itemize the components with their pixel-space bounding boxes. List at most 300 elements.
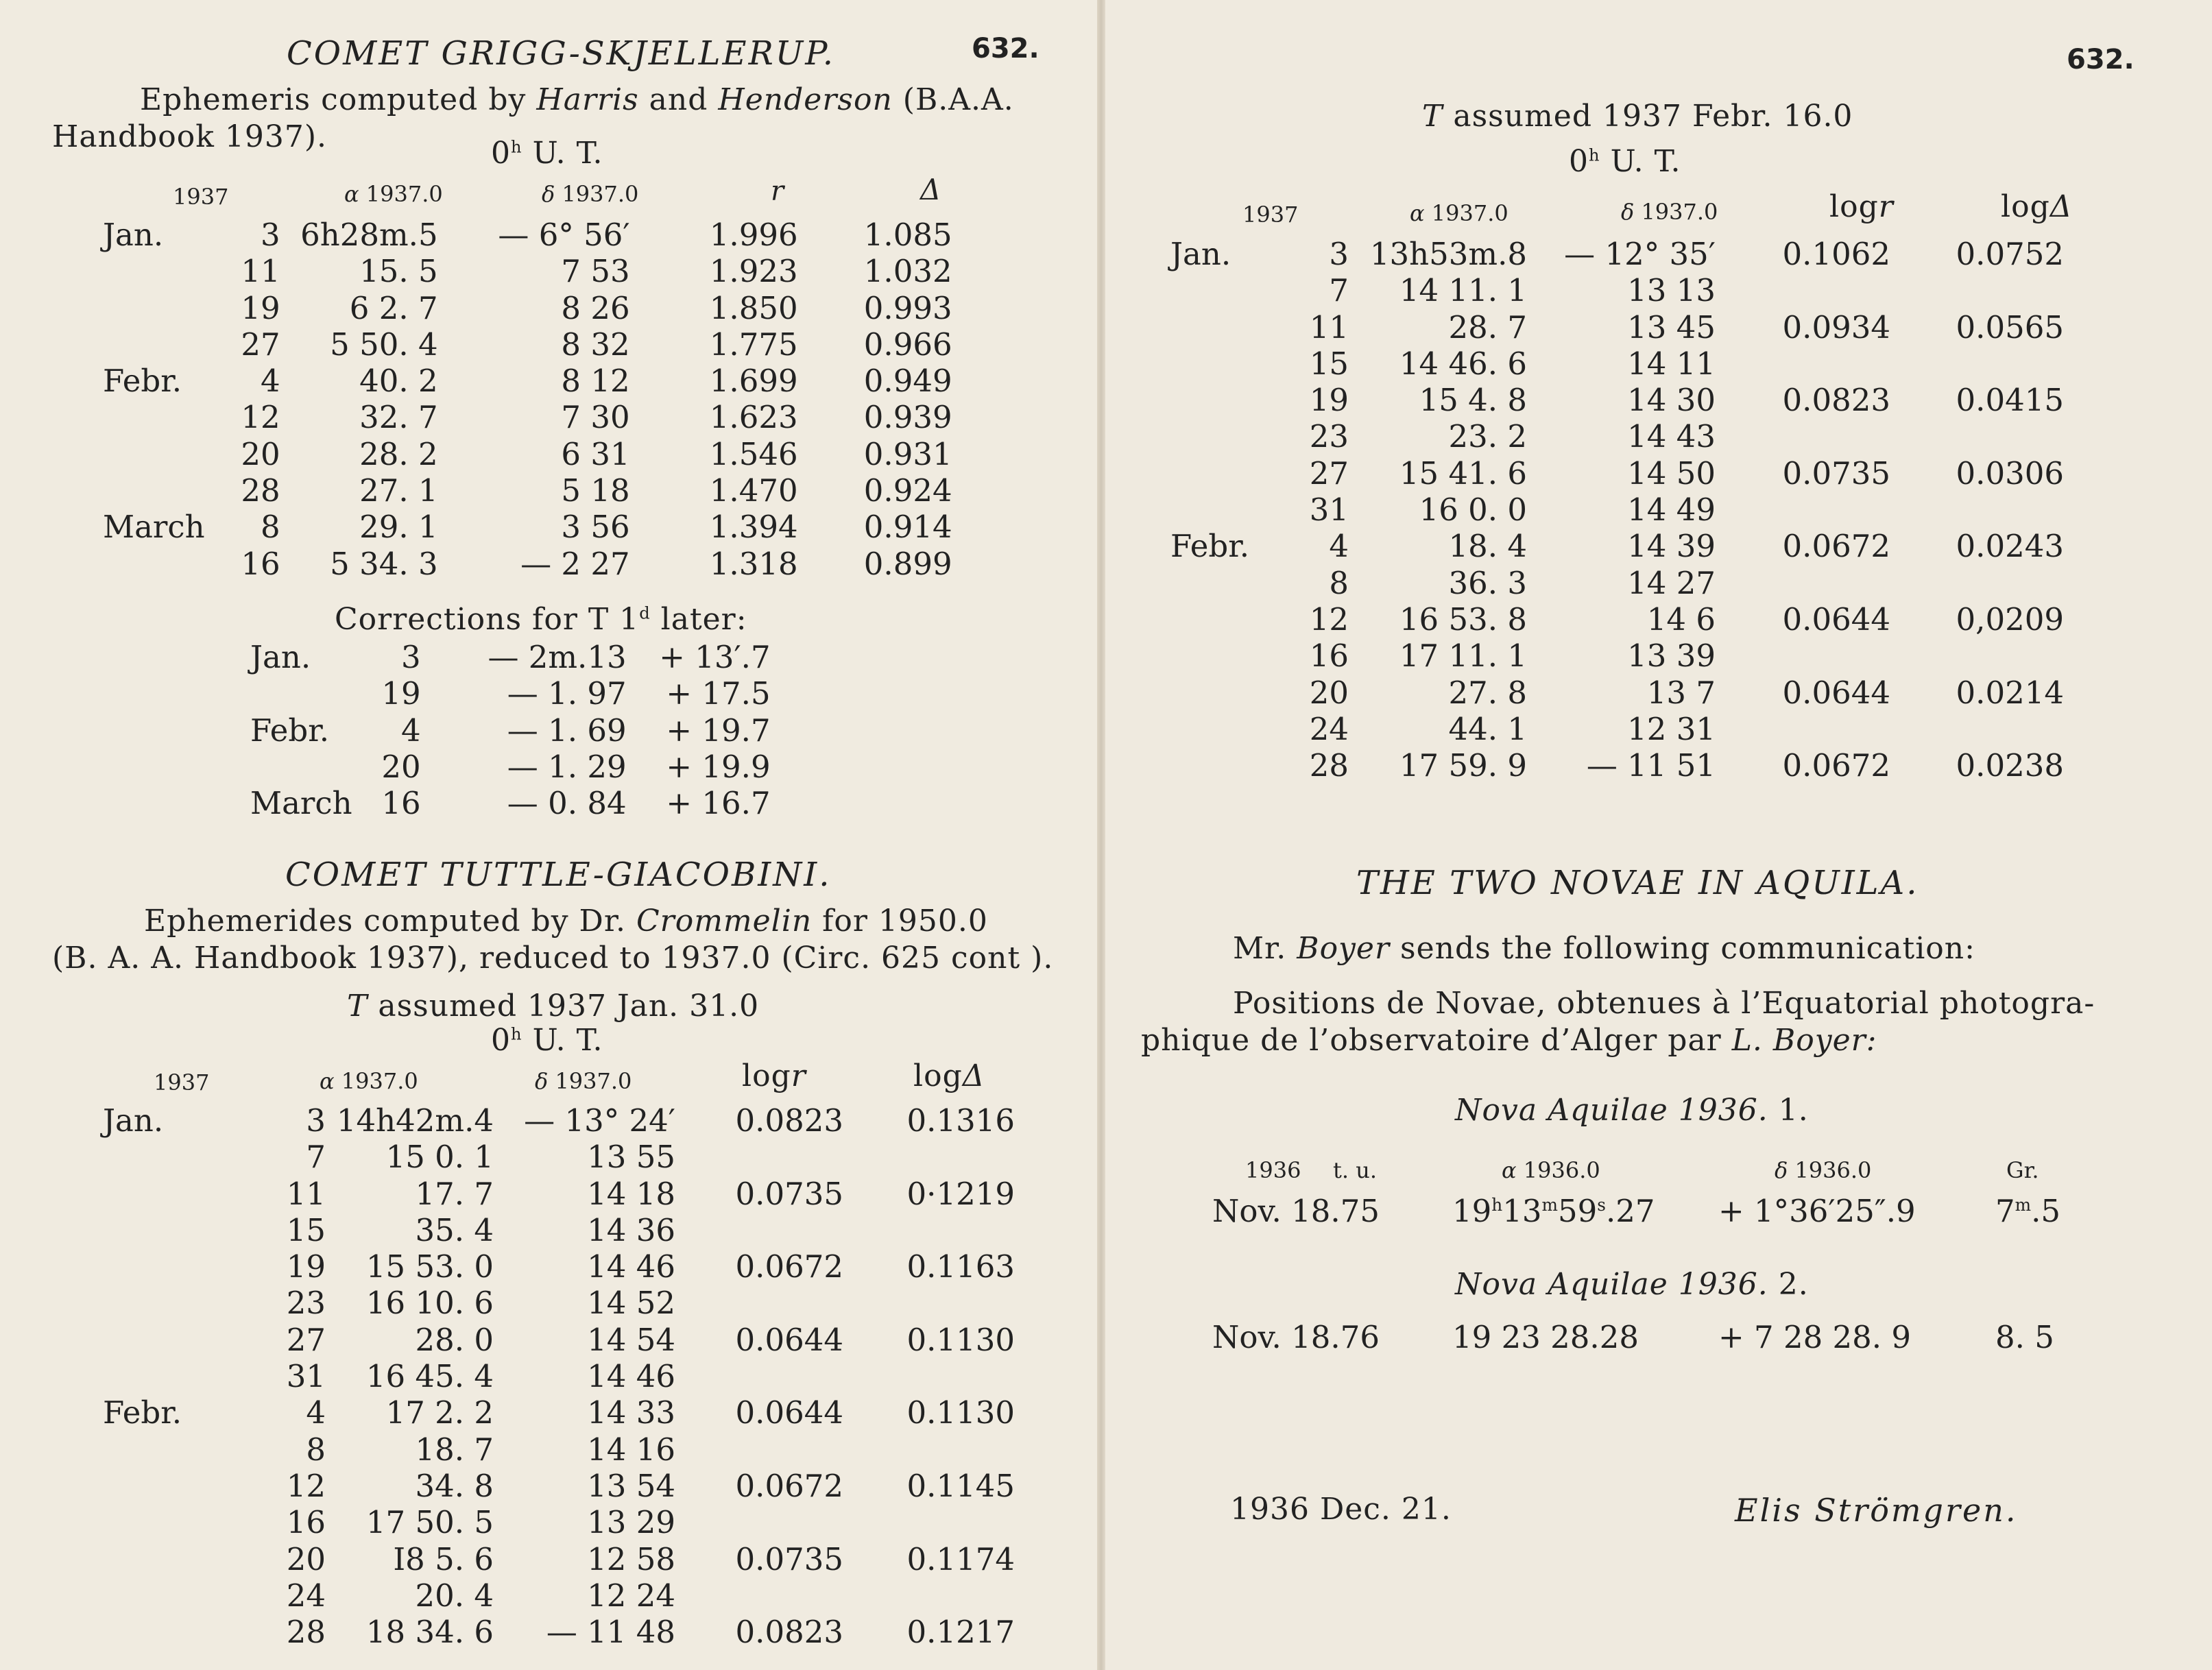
cell-day: 27 [286,1321,326,1358]
cell-delta: 0.924 [863,472,952,509]
comet2-t-assumed: T assumed 1937 Jan. 31.0 [347,989,760,1024]
cell-ra: 17. 7 [415,1175,494,1212]
comet2-intro-line2: (B. A. A. Handbook 1937), reduced to 1937.0 (Circ. 625 cont ). [52,941,1054,976]
cell-ra: 16 0. 0 [1419,492,1527,529]
cell-dec: + 13′.7 [659,639,771,675]
cell-ra: — 1. 97 [507,675,627,712]
comet2-time-label: 0$^h$ U. T. [491,1023,603,1058]
cell-day: 8 [1329,564,1349,601]
cell-dec: 8 12 [561,363,630,400]
cell-ra: 17 59. 9 [1399,747,1527,784]
cell-ra: 35. 4 [415,1211,494,1248]
cell-month: Febr. [1170,528,1250,565]
cell-day: 8 [260,509,280,546]
cell-logr [675,1285,843,1321]
cell-logr: 0.0672 [735,1467,843,1504]
cell-dec: 14 50 [1627,455,1716,492]
cell-ra: 14 11. 1 [1399,272,1527,309]
cell-delta: 0.899 [863,545,952,582]
cell-logr: 0.0823 [735,1102,843,1139]
table-row [1170,492,2064,528]
cell-month: Jan. [1170,236,1231,272]
cell-dec: 3 56 [561,509,630,546]
cell-logd: 0.1217 [906,1614,1015,1651]
cell-day: 24 [286,1577,326,1614]
cell-ra: 16 45. 4 [365,1358,494,1395]
cell-ra: 20. 4 [415,1577,494,1614]
cell-logr [1716,492,1890,528]
cell-ra: 28. 2 [359,435,438,472]
cell-logd [843,1504,1015,1540]
table-row [1170,675,2064,711]
cell-logd [843,1139,1015,1175]
table-row [250,639,771,675]
cell-day: 15 [1309,345,1349,382]
cell-logr: 0.0644 [1782,601,1890,638]
cell-logd: 0.0752 [1956,236,2064,272]
cell-month: Jan. [250,639,311,675]
cell-r: 1.996 [709,217,798,253]
cell-logr: 0.0672 [1782,528,1890,565]
table-row [1170,638,2064,674]
cell-logr [675,1577,843,1614]
cell-dec: + 19.7 [666,712,771,749]
cell-logr [1716,418,1890,455]
table-row [103,1102,1015,1139]
cell-month [103,1248,192,1285]
cell-ra: 16 10. 6 [365,1285,494,1322]
cell-day: 31 [286,1358,326,1395]
cell-dec: 14 52 [587,1285,675,1322]
cell-day: 19 [241,289,280,326]
cell-month [103,1468,192,1504]
cell-month [103,1285,192,1321]
cell-month [103,1176,192,1212]
cell-logr: 0.0823 [735,1614,843,1651]
cell-logd [843,1212,1015,1248]
book-gutter [1097,0,1105,1670]
cell-logr [1716,272,1890,308]
cell-month [1170,309,1260,346]
cell-r: 1.699 [709,363,798,400]
cell-dec: 14 54 [587,1321,675,1358]
cell-logr: 0.1062 [1782,236,1890,272]
cell-r: 1.775 [709,326,798,363]
cell-month: March [103,509,205,546]
cell-dec: + 17.5 [666,675,771,712]
cell-month [103,1431,192,1468]
right-header-logd: logΔ [2001,189,2073,224]
cell-ra: 44. 1 [1448,710,1527,747]
table-row [103,1322,1015,1358]
cell-day: 20 [381,748,421,785]
cell-month [103,290,205,326]
cell-ra: 34. 8 [415,1467,494,1504]
cell-r: 1.318 [709,545,798,582]
right-time-label: 0$^h$ U. T. [1569,144,1681,179]
nova-header-ra: α 1936.0 [1502,1157,1600,1183]
cell-day: 3 [260,217,280,253]
cell-month: Febr. [103,363,182,400]
table-row [103,509,952,545]
cell-day: 15 [286,1211,326,1248]
cell-month: Jan. [103,1102,164,1139]
cell-logd [1890,272,2064,308]
cell-logd [1890,346,2064,382]
cell-month [103,1541,192,1577]
cell-ra: — 2m.13 [488,639,627,675]
nova1-ra: 19$^h$13$^m$59$^s$.27 [1452,1193,1655,1229]
cell-logr: 0.0672 [1782,747,1890,784]
comet2-header-logr: logr [742,1058,806,1093]
cell-ra: 6h28m.5 [300,217,438,253]
cell-logd: 0.0415 [1956,382,2064,419]
right-t-assumed: T assumed 1937 Febr. 16.0 [1422,99,1853,134]
cell-delta: 0.931 [863,435,952,472]
cell-dec: 14 49 [1627,492,1716,529]
table-row [1170,418,2064,455]
cell-month [250,675,352,712]
cell-month [1170,565,1260,601]
cell-month [103,1322,192,1358]
cell-logd: 0.1163 [906,1248,1015,1285]
table-row [103,1614,1015,1650]
table-row [1170,382,2064,418]
cell-dec: 13 13 [1627,272,1716,309]
cell-month [103,326,205,363]
comet1-header-year: 1937 [173,184,229,210]
page-number: 632. [972,33,1039,64]
cell-dec: 13 54 [587,1467,675,1504]
cell-logr: 0.0735 [1782,455,1890,492]
cell-ra: 15. 5 [359,253,438,290]
cell-day: 12 [241,399,280,436]
cell-dec: 14 46 [587,1358,675,1395]
cell-day: 23 [1309,418,1349,455]
cell-month [103,399,205,435]
table-row [103,253,952,289]
cell-logd: 0.1130 [906,1321,1015,1358]
cell-logd [1890,418,2064,455]
cell-delta: 0.949 [863,363,952,400]
table-row [1170,272,2064,308]
cell-day: 7 [306,1139,326,1176]
table-row [250,712,771,749]
cell-ra: 17 11. 1 [1399,638,1527,675]
cell-logr [1716,638,1890,674]
cell-dec: 14 18 [587,1175,675,1212]
comet2-header-year: 1937 [154,1069,210,1096]
nova2-ra: 19 23 28.28 [1452,1319,1639,1355]
cell-ra: 15 4. 8 [1419,382,1527,419]
table-row [103,1358,1015,1394]
cell-day: 11 [286,1175,326,1212]
cell-ra: 15 53. 0 [365,1248,494,1285]
cell-ra: 5 34. 3 [330,545,438,582]
cell-day: 16 [1309,638,1349,675]
right-header-dec: δ 1937.0 [1621,199,1718,225]
cell-day: 12 [286,1467,326,1504]
cell-dec: 12 24 [587,1577,675,1614]
cell-delta: 0.914 [863,509,952,546]
cell-dec: 7 53 [561,253,630,290]
cell-ra: 36. 3 [1448,564,1527,601]
cell-ra: — 1. 69 [507,712,627,749]
cell-day: 8 [306,1431,326,1468]
right-header-logr: logr [1829,189,1894,224]
cell-ra: 23. 2 [1448,418,1527,455]
cell-dec: 14 6 [1646,601,1716,638]
cell-dec: 14 16 [587,1431,675,1468]
table-row [103,1541,1015,1577]
nova2-title: Nova Aquilae 1936. 2. [1455,1267,1809,1302]
table-row [103,1468,1015,1504]
nova1-date: Nov. 18.75 [1212,1193,1380,1229]
cell-day: 4 [400,712,421,749]
cell-day: 27 [241,326,280,363]
table-row [1170,236,2064,272]
cell-ra: 13h53m.8 [1369,236,1527,272]
comet1-title: COMET GRIGG-SKJELLERUP. [287,34,836,73]
table-row [103,472,952,509]
cell-day: 11 [241,253,280,290]
nova1-dec: + 1°36′25″.9 [1718,1193,1916,1229]
comet2-ephemeris-table [103,1102,1015,1650]
cell-dec: 14 11 [1627,345,1716,382]
cell-ra: 16 53. 8 [1399,601,1527,638]
cell-month [1170,711,1260,747]
cell-month: Febr. [103,1394,182,1431]
cell-logd: 0.0214 [1956,674,2064,711]
cell-logd [843,1358,1015,1394]
cell-dec: 14 30 [1627,382,1716,419]
positions-line1: Positions de Novae, obtenues à l’Equatorial photogra- [1233,986,2095,1021]
cell-dec: 13 39 [1627,638,1716,675]
cell-month [103,253,205,289]
cell-month [1170,346,1260,382]
cell-ra: 18. 7 [415,1431,494,1468]
cell-logd: 0.1145 [906,1467,1015,1504]
cell-dec: — 11 51 [1586,747,1716,784]
right-header-year: 1937 [1242,202,1299,228]
nova-header-tu: t. u. [1333,1157,1377,1183]
cell-dec: 12 31 [1627,710,1716,747]
cell-delta: 1.085 [863,217,952,253]
cell-ra: 15 41. 6 [1399,455,1527,492]
cell-logr: 0.0644 [735,1394,843,1431]
cell-logd: 0.0306 [1956,455,2064,492]
table-row [103,436,952,472]
cell-logr [675,1358,843,1394]
cell-day: 16 [381,785,421,822]
table-row [103,363,952,399]
cell-ra: 40. 2 [359,363,438,400]
cell-ra: 15 0. 1 [385,1139,494,1176]
page-number-right: 632. [2067,44,2135,75]
cell-day: 19 [286,1248,326,1285]
comet1-ephemeris-table [103,217,952,582]
corrections-table [250,639,771,821]
cell-ra: 27. 1 [359,472,438,509]
nova2-mag: 8. 5 [1995,1319,2054,1355]
cell-delta: 0.966 [863,326,952,363]
cell-dec: 14 33 [587,1394,675,1431]
table-row [1170,711,2064,747]
cell-day: 20 [241,435,280,472]
cell-dec: 7 30 [561,399,630,436]
novae-title: THE TWO NOVAE IN AQUILA. [1356,864,1919,902]
table-row [1170,601,2064,638]
cell-day: 28 [286,1614,326,1651]
cell-day: 16 [241,545,280,582]
cell-dec: — 12° 35′ [1564,236,1716,272]
table-row [1170,346,2064,382]
cell-logr: 0.0934 [1782,308,1890,346]
cell-ra: 14 46. 6 [1399,345,1527,382]
cell-day: 19 [381,675,421,712]
cell-r: 1.394 [709,509,798,546]
nova1-mag: 7$^m$.5 [1995,1193,2061,1229]
table-row [103,399,952,435]
cell-ra: 28. 7 [1448,308,1527,346]
cell-dec: — 11 48 [546,1614,675,1651]
footer-date: 1936 Dec. 21. [1230,1492,1452,1527]
cell-logr [675,1504,843,1540]
cell-dec: 14 36 [587,1211,675,1248]
cell-ra: 14h42m.4 [336,1102,494,1139]
cell-ra: I8 5. 6 [393,1540,494,1577]
cell-month [103,1504,192,1540]
table-row [103,326,952,363]
comet1-intro-line1: Ephemeris computed by Harris and Henderson (B.A.A. [140,82,1014,117]
cell-ra: 17 2. 2 [385,1394,494,1431]
cell-logr [1716,346,1890,382]
cell-logr [1716,711,1890,747]
cell-month [1170,638,1260,674]
cell-ra: 17 50. 5 [365,1504,494,1541]
cell-ra: — 0. 84 [507,785,627,822]
cell-dec: 14 27 [1627,564,1716,601]
cell-logd: 0.1174 [906,1540,1015,1577]
cell-logr: 0.0735 [735,1175,843,1212]
cell-day: 4 [306,1394,326,1431]
cell-dec: + 16.7 [666,785,771,822]
table-row [103,217,952,253]
cell-day: 16 [286,1504,326,1541]
cell-month [1170,455,1260,492]
cell-logd [1890,711,2064,747]
novae-intro: Mr. Boyer sends the following communication: [1233,931,1975,966]
cell-logr: 0.0823 [1782,382,1890,419]
comet1-header-dec: δ 1937.0 [542,181,639,207]
cell-r: 1.923 [709,253,798,290]
table-row [103,1577,1015,1614]
cell-ra: — 1. 29 [507,748,627,785]
table-row [103,1248,1015,1285]
table-row [1170,528,2064,564]
positions-line2: phique de l’observatoire d’Alger par L. Boyer: [1141,1023,1877,1058]
cell-ra: 18 34. 6 [365,1614,494,1651]
cell-month [1170,675,1260,711]
table-row [103,1431,1015,1468]
comet1-header-delta: Δ [920,173,941,206]
table-row [250,785,771,821]
table-row [103,1504,1015,1540]
cell-dec: 13 45 [1627,308,1716,346]
cell-dec: 13 55 [587,1139,675,1176]
cell-month [103,546,205,582]
table-row [103,290,952,326]
cell-day: 3 [400,639,421,675]
cell-dec: 8 26 [561,289,630,326]
cell-day: 3 [1329,236,1349,272]
cell-logd [843,1577,1015,1614]
cell-ra: 6 2. 7 [349,289,438,326]
cell-logd: 0.1130 [906,1394,1015,1431]
comet1-header-ra: α 1937.0 [344,181,443,207]
cell-day: 7 [1329,272,1349,309]
table-row [103,1212,1015,1248]
cell-month [1170,272,1260,308]
cell-logd: 0.0243 [1956,528,2064,565]
cell-day: 20 [286,1540,326,1577]
cell-dec: + 19.9 [666,748,771,785]
cell-logr [675,1212,843,1248]
table-row [103,1394,1015,1431]
cell-month [103,436,205,472]
cell-month: Jan. [103,217,164,253]
nova2-dec: + 7 28 28. 9 [1718,1319,1912,1355]
cell-month: March [250,785,352,822]
table-row [1170,747,2064,784]
cell-day: 28 [241,472,280,509]
cell-logd: 0.1316 [906,1102,1015,1139]
nova-header-dec: δ 1936.0 [1775,1157,1872,1183]
cell-logd [1890,638,2064,674]
left-page [0,0,1097,1670]
cell-day: 24 [1309,710,1349,747]
cell-month [1170,492,1260,528]
cell-month [1170,747,1260,784]
cell-month [103,1139,192,1175]
cell-day: 20 [1309,674,1349,711]
cell-ra: 32. 7 [359,399,438,436]
cell-dec: 6 31 [561,435,630,472]
cell-r: 1.470 [709,472,798,509]
cell-r: 1.546 [709,435,798,472]
cell-month [103,1358,192,1394]
cell-dec: 14 43 [1627,418,1716,455]
comet2-header-dec: δ 1937.0 [535,1068,632,1094]
table-row [103,1176,1015,1212]
comet1-intro-line2: Handbook 1937). [52,119,328,154]
cell-dec: 5 18 [561,472,630,509]
cell-dec: 14 46 [587,1248,675,1285]
cell-day: 4 [260,363,280,400]
cell-month [1170,382,1260,418]
cell-month [103,1212,192,1248]
table-row [250,675,771,712]
cell-month [103,1614,192,1650]
table-row [1170,455,2064,492]
cell-month [1170,418,1260,455]
cell-dec: — 13° 24′ [524,1102,675,1139]
table-row [103,1139,1015,1175]
right-page [1105,0,2212,1670]
comet2-intro-line1: Ephemerides computed by Dr. Crommelin for 1950.0 [144,904,988,939]
cell-delta: 1.032 [863,253,952,290]
cell-logd [843,1285,1015,1321]
